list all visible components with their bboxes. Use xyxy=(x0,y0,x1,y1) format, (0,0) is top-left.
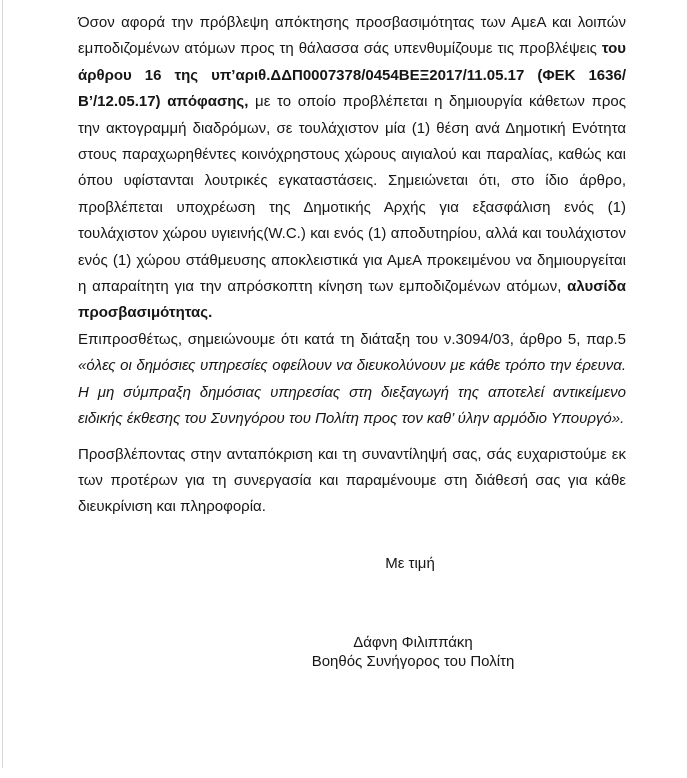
paragraph1-intro-text: Όσον αφορά την πρόβλεψη απόκτησης προσβασιμότητας των ΑμεΑ και λοιπών εμποδιζομένων ατόμων προς τη θάλασσα σάς υπενθυμίζουμε τις προβλέψεις xyxy=(78,14,626,58)
paragraph1-accessibility-chain: αλυσίδα προσβασιμότητας. xyxy=(78,278,626,322)
closing-text: Με τιμή xyxy=(385,555,435,572)
paragraph-law-citation xyxy=(78,327,626,433)
paragraph2-intro-text: Επιπροσθέτως, σημειώνουμε ότι κατά τη διάταξη του ν.3094/03, άρθρο 5, παρ.5 xyxy=(78,330,626,348)
closing-salutation xyxy=(210,551,610,577)
signatory-name: Δάφνη Φιλιππάκη xyxy=(353,634,473,651)
signatory-title: Βοηθός Συνήγορος του Πολίτη xyxy=(311,653,515,670)
paragraph2-quoted-law-text: «όλες οι δημόσιες υπηρεσίες οφείλουν να διευκολύνουν με κάθε τρόπο την έρευνα. Η μη σύμπραξη δημόσιας υπηρεσίας στη διεξαγωγή της αποτελεί αντικείμενο ειδικής έκθεσης του Συνηγόρου του Πολίτη προς τον καθ’ ύλην αρμόδιο Υπουργό». xyxy=(78,357,626,428)
paragraph1-body-text: με το οποίο προβλέπεται η δημιουργία κάθετων προς την ακτογραμμή διαδρόμων, σε τουλάχιστον μία (1) θέση ανά Δημοτική Ενότητα στους παραχωρηθέντες κοινόχρηστους χώρους αιγιαλού και παραλίας, καθώς και όπου υφίστανται λουτρικές εγκαταστάσεις. Σημειώνεται ότι, στο ίδιο άρθρο, προβλέπεται υποχρέωση της Δημοτικής Αρχής για εξασφάλιση ενός (1) τουλάχιστον χώρου υγιεινής(W.C.) και ενός (1) αποδυτηρίου, αλλά και τουλάχιστον ενός (1) χώρου στάθμευσης αποκλειστικά για ΑμεΑ προκειμένου να δημιουργείται η απαραίτητη για την απρόσκοπτη κίνηση των εμποδιζομένων ατόμων, xyxy=(78,93,626,296)
page-edge-line xyxy=(2,0,3,768)
letter-body xyxy=(78,10,626,521)
paragraph1-decision-reference: του άρθρου 16 της υπ’αριθ.ΔΔΠ0007378/0454ΒΕΞ2017/11.05.17 (ΦΕΚ 1636/Β’/12.05.17) απόφασης, xyxy=(78,40,626,111)
paragraph-thanks xyxy=(78,442,626,521)
paragraph3-text: Προσβλέποντας στην ανταπόκριση και τη συναντίληψή σας, σάς ευχαριστούμε εκ των προτέρων για τη συνεργασία και παραμένουμε στη διάθεσή σας για κάθε διευκρίνιση και πληροφορία. xyxy=(78,445,626,516)
signature-block xyxy=(213,633,613,671)
paragraph-accessibility-provision xyxy=(78,10,626,327)
